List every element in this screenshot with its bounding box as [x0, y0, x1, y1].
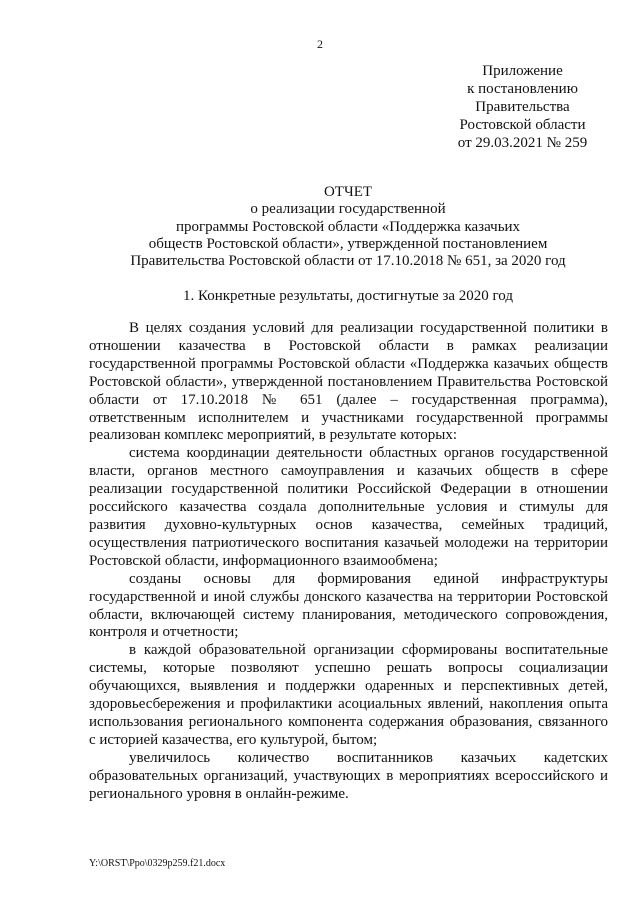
page-number: 2 — [317, 37, 323, 51]
appendix-line: Приложение — [482, 63, 563, 79]
section-heading: 1. Конкретные результаты, достигнутые за 2020 год — [182, 288, 513, 304]
paragraph: система координации деятельности областных органов государственной власти, органов местного самоуправления и казачьих обществ в сфере реализации государственной политики Российской Федерации в отношении российского казачества создала дополнительные условия и стимулы для развития духовно-культурных основ казачества, семейных традиций, осуществления патриотического воспитания казачьей молодежи на территории Ростовской области, информационного взаимообмена; — [89, 445, 608, 569]
report-subtitle-line: о реализации государственной — [250, 201, 446, 218]
paragraph: в каждой образовательной организации сформированы воспитательные системы, которые позволяют успешно решать вопросы социализации обучающихся, выявления и поддержки одаренных и перспективных детей, здоровьесбережения и профилактики асоциальных явлений, накопления опыта использования регионального компонента содержания образования, связанного с историей казачества, его культурой, бытом; — [89, 642, 608, 748]
report-title-block — [88, 184, 608, 270]
report-subtitle-line: Правительства Ростовской области от 17.10.2018 № 651, за 2020 год — [130, 253, 566, 270]
appendix-line: к постановлению — [467, 81, 578, 97]
appendix-line: Ростовской области — [459, 117, 586, 133]
paragraph: В целях создания условий для реализации государственной политики в отношении казачества в Ростовской области в рамках реализации государственной программы Ростовской области «Поддержка казачьих обществ Ростовской области», утвержденной постановлением Правительства Ростовской области от 17.10.2018 № 651 (далее – государственная программа), ответственным исполнителем и участниками государственной программы реализован комплекс мероприятий, в результате которых: — [89, 320, 608, 444]
appendix-block — [445, 62, 600, 152]
paragraph: увеличилось количество воспитанников казачьих кадетских образовательных организаций, участвующих в мероприятиях всероссийского и регионального уровня в онлайн-режиме. — [89, 749, 608, 802]
report-title: ОТЧЕТ — [323, 184, 373, 200]
appendix-line: Правительства — [475, 99, 570, 115]
paragraph: созданы основы для формирования единой инфраструктуры государственной и иной службы донского казачества на территории Ростовской области, включающей систему планирования, методического сопровождения, контроля и отчетности; — [89, 570, 608, 641]
report-subtitle-line: программы Ростовской области «Поддержка казачьих — [175, 218, 521, 235]
footer-file-path: Y:\ORST\Ppo\0329p259.f21.docx — [89, 858, 226, 869]
appendix-line: от 29.03.2021 № 259 — [457, 135, 588, 151]
report-subtitle-line: обществ Ростовской области», утвержденной постановлением — [148, 235, 548, 252]
body-text — [89, 320, 608, 803]
